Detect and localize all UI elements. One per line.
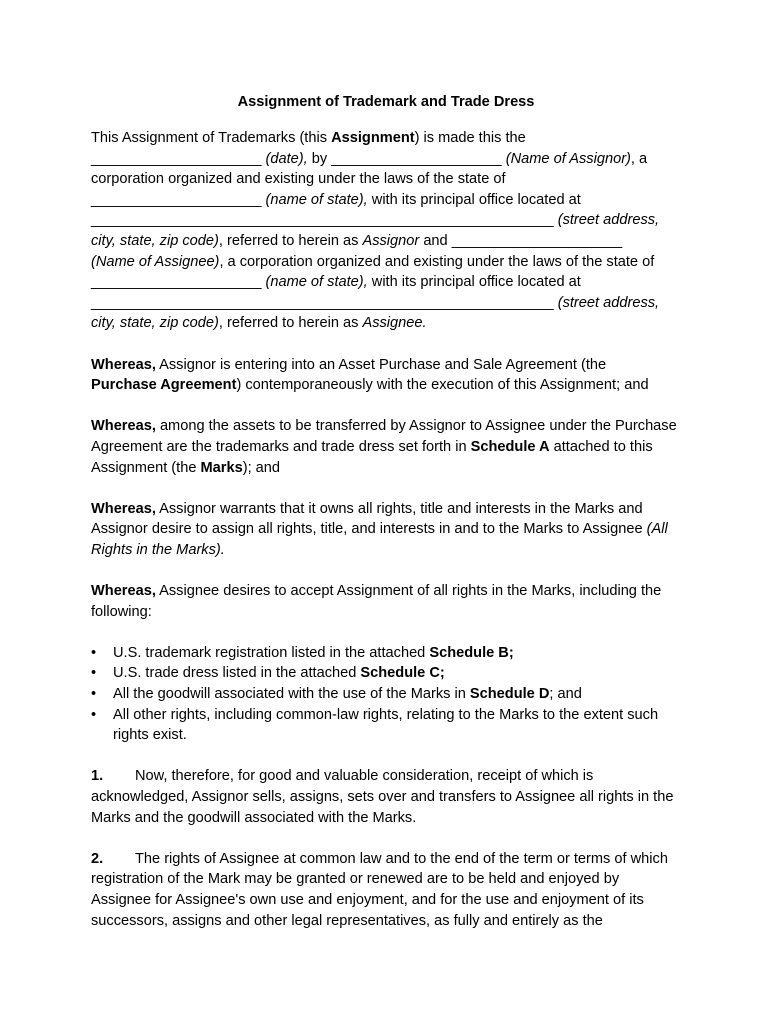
whereas-clause-4: Whereas, Assignee desires to accept Assignment of all rights in the Marks, including the following: [91,583,662,620]
document-title: Assignment of Trademark and Trade Dress [237,94,535,110]
bullet-icon: • [91,686,97,703]
list-item: • All other rights, including common-law rights, relating to the Marks to the extent such rights exist. [91,706,659,744]
rights-list [91,643,681,746]
assignor-name-blank[interactable]: _____________________ [331,150,502,167]
whereas-clause-1: Whereas, Assignor is entering into an Asset Purchase and Sale Agreement (the Purchase Agreement) contemporaneously with the execution of this Assignment; and [91,356,649,394]
assignee-state-blank[interactable]: _____________________ [91,274,262,291]
clause-number: 1. [91,768,104,785]
assignment-term: Assignment [331,130,415,146]
assignor-address-blank[interactable]: _________________________________________________________ [91,212,554,229]
document-body [91,90,681,952]
date-blank[interactable]: _____________________ [91,150,262,167]
whereas-clause-2: Whereas, among the assets to be transferred by Assignor to Assignee under the Purchase Agreement are the trademarks and trade dress set forth in Schedule A attached to this Assignment (the Marks); and [91,418,677,476]
list-item: • All the goodwill associated with the use of the Marks in Schedule D; and [91,684,681,705]
bullet-icon: • [91,665,97,682]
whereas-clause-3: Whereas, Assignor warrants that it owns all rights, title and interests in the Marks and Assignor desire to assign all rights, title, and interests in and to the Marks to Assignee (All Rights in the Marks). [91,500,668,558]
bullet-icon: • [91,706,97,723]
intro-paragraph: This Assignment of Trademarks (this Assignment) is made this the _____________________ (date), by _____________________ (Name of Assignor), a corporation organized and existing under the laws of the state of _____________________ (name of state), with its principal office located at _________________________________________________________ (street address, city, state, zip code), referred to herein as Assignor and _____________________ (Name of Assignee), a corporation organized and existing under the laws of the state of _____________________ (name of state), with its principal office located at _________________________________________________________ (street address, city, state, zip code), referred to herein as Assignee. [91,130,660,332]
assignee-name-blank[interactable]: _____________________ [451,232,623,249]
assignor-state-blank[interactable]: _____________________ [91,191,262,208]
list-item: • U.S. trade dress listed in the attached Schedule C; [91,663,681,684]
clause-1: 1. Now, therefore, for good and valuable consideration, receipt of which is acknowledged, Assignor sells, assigns, sets over and transfers to Assignee all rights in the Marks and the goodwill associated with the Marks. [91,768,674,826]
clause-2: 2. The rights of Assignee at common law and to the end of the term or terms of which registration of the Mark may be granted or renewed are to be held and enjoyed by Assignee for Assignee's own use and enjoyment, and for the use and enjoyment of its successors, assigns and other legal representatives, as fully and entirely as the [91,850,668,929]
list-item: • U.S. trademark registration listed in the attached Schedule B; [91,643,681,664]
clause-number: 2. [91,850,104,867]
assignee-address-blank[interactable]: _________________________________________________________ [91,294,554,311]
bullet-icon: • [91,644,97,661]
